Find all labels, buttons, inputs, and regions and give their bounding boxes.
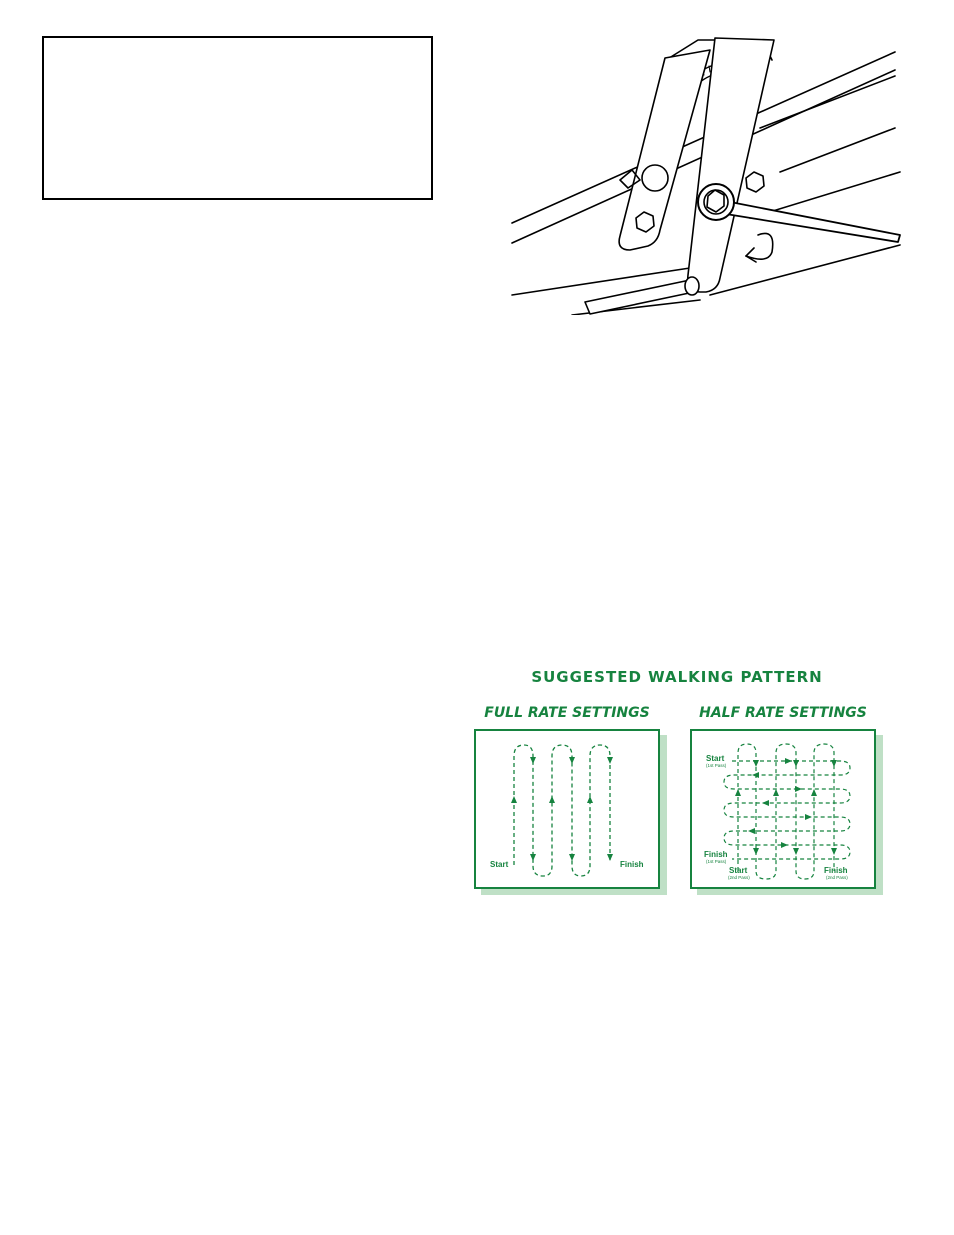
mower-adjustment-wrench-illustration	[510, 30, 910, 315]
full-rate-title: FULL RATE SETTINGS	[484, 705, 650, 721]
half-start-1-label: Start	[706, 754, 725, 763]
half-start-1-note: (1st Pass)	[706, 763, 727, 768]
blank-bordered-box	[42, 36, 433, 200]
half-finish-2-note: (2nd Pass)	[826, 875, 848, 880]
half-start-2-note: (2nd Pass)	[728, 875, 750, 880]
full-start-label: Start	[490, 860, 509, 869]
half-rate-pattern-panel	[690, 729, 876, 889]
walking-pattern-title: SUGGESTED WALKING PATTERN	[531, 668, 823, 686]
half-finish-1-note: (1st Pass)	[706, 859, 727, 864]
half-finish-1-label: Finish	[704, 850, 728, 859]
half-finish-2-label: Finish	[824, 866, 848, 875]
half-rate-title: HALF RATE SETTINGS	[699, 705, 867, 721]
half-start-2-label: Start	[729, 866, 748, 875]
full-rate-pattern-panel	[474, 729, 660, 889]
full-finish-label: Finish	[620, 860, 644, 869]
